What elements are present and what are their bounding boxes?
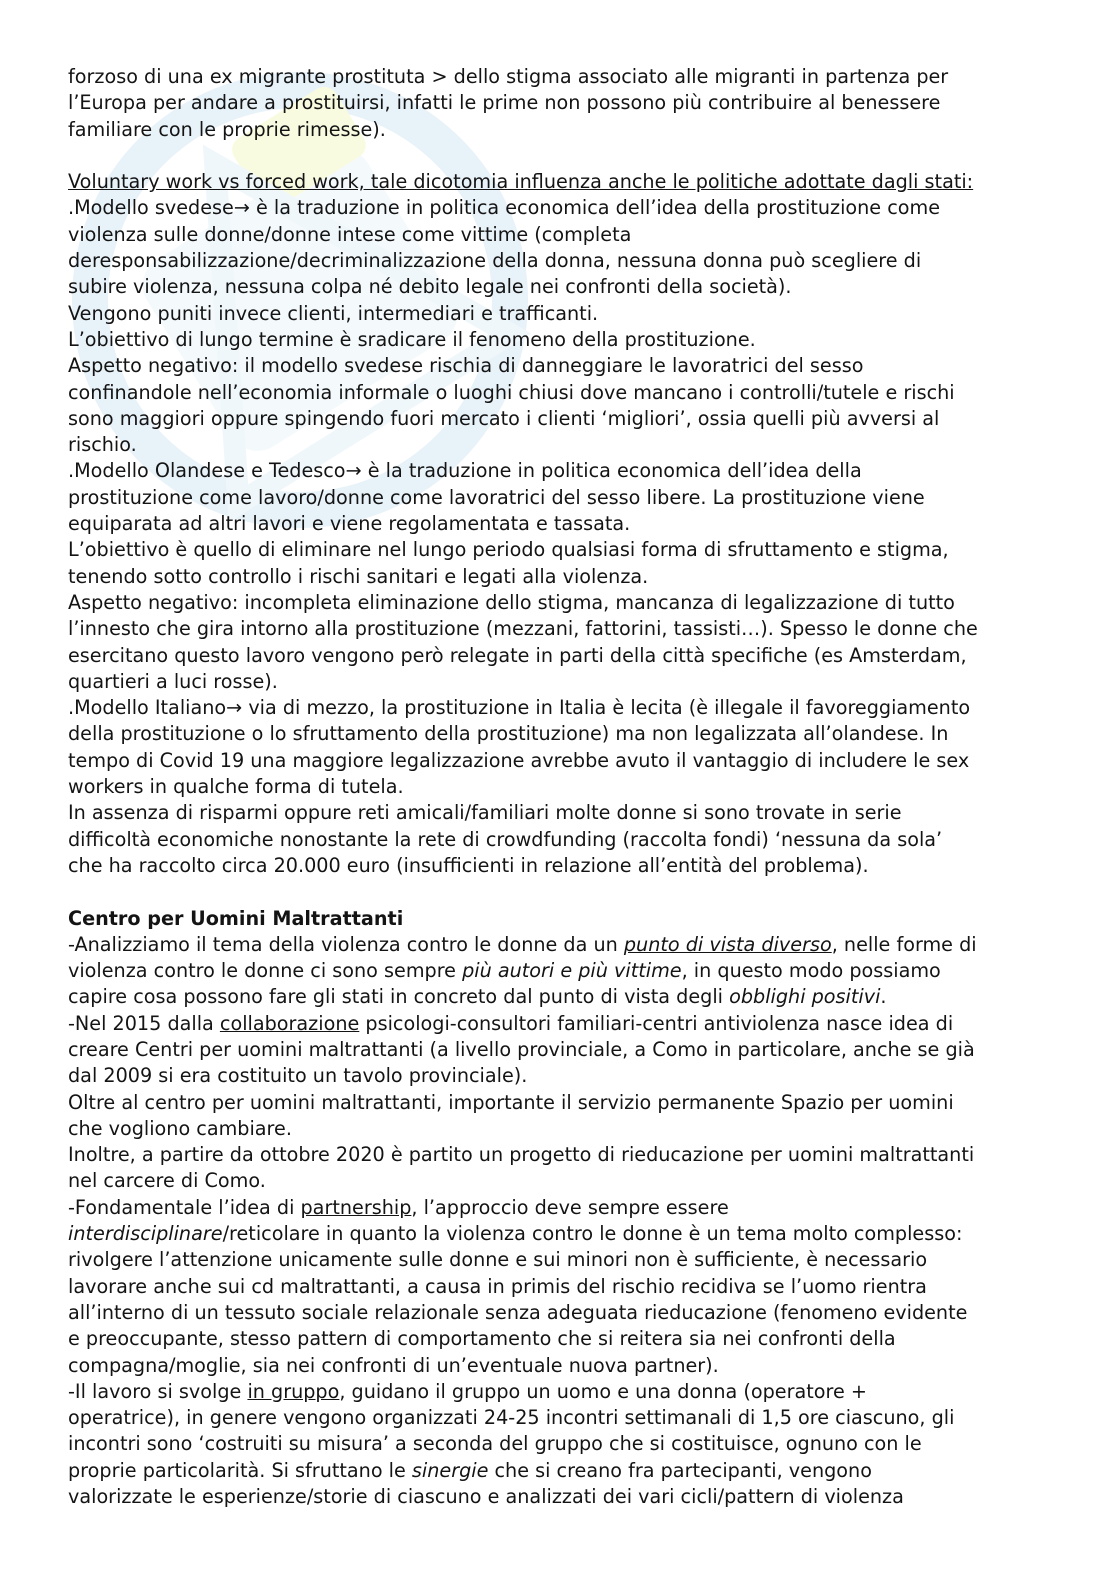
text-line: valorizzate le esperienze/storie di ciascuno e analizzati dei vari cicli/pattern di violenza [68, 1485, 904, 1509]
text-line: creare Centri per uomini maltrattanti (a livello provinciale, a Como in particolare, anche se già [68, 1037, 975, 1061]
emphasis: interdisciplinare [68, 1222, 223, 1246]
text-line: In assenza di risparmi oppure reti amicali/familiari molte donne si sono trovate in serie [68, 801, 902, 825]
paragraph-line: -Analizziamo il tema della violenza contro le donne da un punto di vista diverso, nelle forme di [68, 932, 977, 956]
text-line: operatrice), in genere vengono organizzati 24-25 incontri settimanali di 1,5 ore ciascuno, gli [68, 1406, 955, 1430]
arrow-icon: → [233, 196, 250, 220]
voluntary-heading: Voluntary work vs forced work, tale dicotomia influenza anche le politiche adottate dagli stati: [68, 170, 974, 194]
text-line: che vogliono cambiare. [68, 1116, 292, 1140]
text-line: rischio. [68, 433, 137, 457]
blank-line [68, 143, 1053, 169]
text-line: sono maggiori oppure spingendo fuori mercato i clienti ‘migliori’, ossia quelli più avversi al [68, 406, 940, 430]
paragraph-line: proprie particolarità. Si sfruttano le sinergie che si creano fra partecipanti, vengono [68, 1458, 872, 1482]
model-label: .Modello Olandese e Tedesco [68, 459, 346, 483]
text-line: prostituzione come lavoro/donne come lavoratrici del sesso libere. La prostituzione viene [68, 485, 925, 509]
text-line: rivolgere l’attenzione unicamente sulle donne e sui minori non è sufficiente, è necessario [68, 1248, 928, 1272]
emphasis: partnership [300, 1195, 412, 1219]
text-line: forzoso di una ex migrante prostituta > dello stigma associato alle migranti in partenza per [68, 65, 949, 88]
text-line: Oltre al centro per uomini maltrattanti, importante il servizio permanente Spazio per uomini [68, 1090, 954, 1114]
text-line: compagna/moglie, sia nei confronti di un’eventuale nuova partner). [68, 1353, 719, 1377]
emphasis: più autori e più vittime [462, 959, 682, 983]
text-line: che ha raccolto circa 20.000 euro (insufficienti in relazione all’entità del problema). [68, 853, 869, 877]
emphasis: collaborazione [219, 1011, 360, 1035]
text-line: Vengono puniti invece clienti, intermediari e trafficanti. [68, 301, 599, 325]
emphasis: in gruppo [247, 1379, 340, 1403]
text-line: equiparata ad altri lavori e viene regolamentata e tassata. [68, 512, 631, 536]
text-line: familiare con le proprie rimesse). [68, 117, 386, 141]
paragraph-line: violenza contro le donne ci sono sempre più autori e più vittime, in questo modo possiamo [68, 959, 941, 983]
dutch-model-line: .Modello Olandese e Tedesco→ è la traduzione in politica economica dell’idea della [68, 459, 862, 483]
emphasis: punto di vista diverso [623, 932, 832, 956]
text-line: Aspetto negativo: il modello svedese rischia di danneggiare le lavoratrici del sesso [68, 354, 864, 378]
text-line: subire violenza, nessuna colpa né debito legale nei confronti della società). [68, 275, 792, 299]
text-line: tenendo sotto controllo i rischi sanitari e legati alla violenza. [68, 564, 649, 588]
arrow-icon: → [345, 459, 362, 483]
swedish-model-line: .Modello svedese→ è la traduzione in politica economica dell’idea della prostituzione come [68, 196, 941, 220]
text-line: deresponsabilizzazione/decriminalizzazione della donna, nessuna donna può scegliere di [68, 249, 922, 273]
paragraph-line: capire cosa possono fare gli stati in concreto dal punto di vista degli obblighi positivi. [68, 985, 887, 1009]
text-line: tempo di Covid 19 una maggiore legalizzazione avrebbe avuto il vantaggio di includere le sex [68, 748, 970, 772]
text-line: violenza sulle donne/donne intese come vittime (completa [68, 222, 632, 246]
paragraph-line: -Il lavoro si svolge in gruppo, guidano il gruppo un uomo e una donna (operatore + [68, 1379, 867, 1403]
section-heading: Centro per Uomini Maltrattanti [68, 906, 404, 930]
text-line: difficoltà economiche nonostante la rete di crowdfunding (raccolta fondi) ‘nessuna da sola’ [68, 827, 943, 851]
text-line: L’obiettivo è quello di eliminare nel lungo periodo qualsiasi forma di sfruttamento e stigma, [68, 538, 949, 562]
blank-line [68, 879, 1053, 905]
paragraph-line: interdisciplinare/reticolare in quanto la violenza contro le donne è un tema molto complesso: [68, 1222, 963, 1246]
italian-model-line: .Modello Italiano→ via di mezzo, la prostituzione in Italia è lecita (è illegale il favoreggiamento [68, 696, 971, 720]
text-line: lavorare anche sui cd maltrattanti, a causa in primis del rischio recidiva se l’uomo rientra [68, 1274, 927, 1298]
text-line: e preoccupante, stesso pattern di comportamento che si reitera sia nei confronti della [68, 1327, 896, 1351]
paragraph-line: -Fondamentale l’idea di partnership, l’approccio deve sempre essere [68, 1195, 729, 1219]
paragraph-line: -Nel 2015 dalla collaborazione psicologi-consultori familiari-centri antiviolenza nasce idea di [68, 1011, 954, 1035]
model-label: .Modello svedese [68, 196, 234, 220]
text-line: confinandole nell’economia informale o luoghi chiusi dove mancano i controlli/tutele e rischi [68, 380, 955, 404]
text-line: Inoltre, a partire da ottobre 2020 è partito un progetto di rieducazione per uomini maltrattanti [68, 1143, 975, 1167]
text-line: esercitano questo lavoro vengono però relegate in parti della città specifiche (es Amsterdam, [68, 643, 967, 667]
model-label: .Modello Italiano [68, 696, 227, 720]
text-line: l’Europa per andare a prostituirsi, infatti le prime non possono più contribuire al benessere [68, 91, 941, 115]
document-page [68, 64, 1053, 1510]
text-line: quartieri a luci rosse). [68, 669, 278, 693]
text-line: all’interno di un tessuto sociale relazionale senza adeguata rieducazione (fenomeno evidente [68, 1300, 968, 1324]
text-line: nel carcere di Como. [68, 1169, 266, 1193]
arrow-icon: → [226, 696, 243, 720]
text-line: workers in qualche forma di tutela. [68, 775, 404, 799]
text-line: Aspetto negativo: incompleta eliminazione dello stigma, mancanza di legalizzazione di tutto [68, 590, 955, 614]
text-line: della prostituzione o lo sfruttamento della prostituzione) ma non legalizzata all’olandese. In [68, 722, 949, 746]
text-line: l’innesto che gira intorno alla prostituzione (mezzani, fattorini, tassisti…). Spesso le donne che [68, 617, 978, 641]
emphasis: sinergie [411, 1458, 489, 1482]
emphasis: obblighi positivi [729, 985, 881, 1009]
text-line: incontri sono ‘costruiti su misura’ a seconda del gruppo che si costituisce, ognuno con le [68, 1432, 922, 1456]
text-line: dal 2009 si era costituito un tavolo provinciale). [68, 1064, 528, 1088]
text-line: L’obiettivo di lungo termine è sradicare il fenomeno della prostituzione. [68, 327, 756, 351]
